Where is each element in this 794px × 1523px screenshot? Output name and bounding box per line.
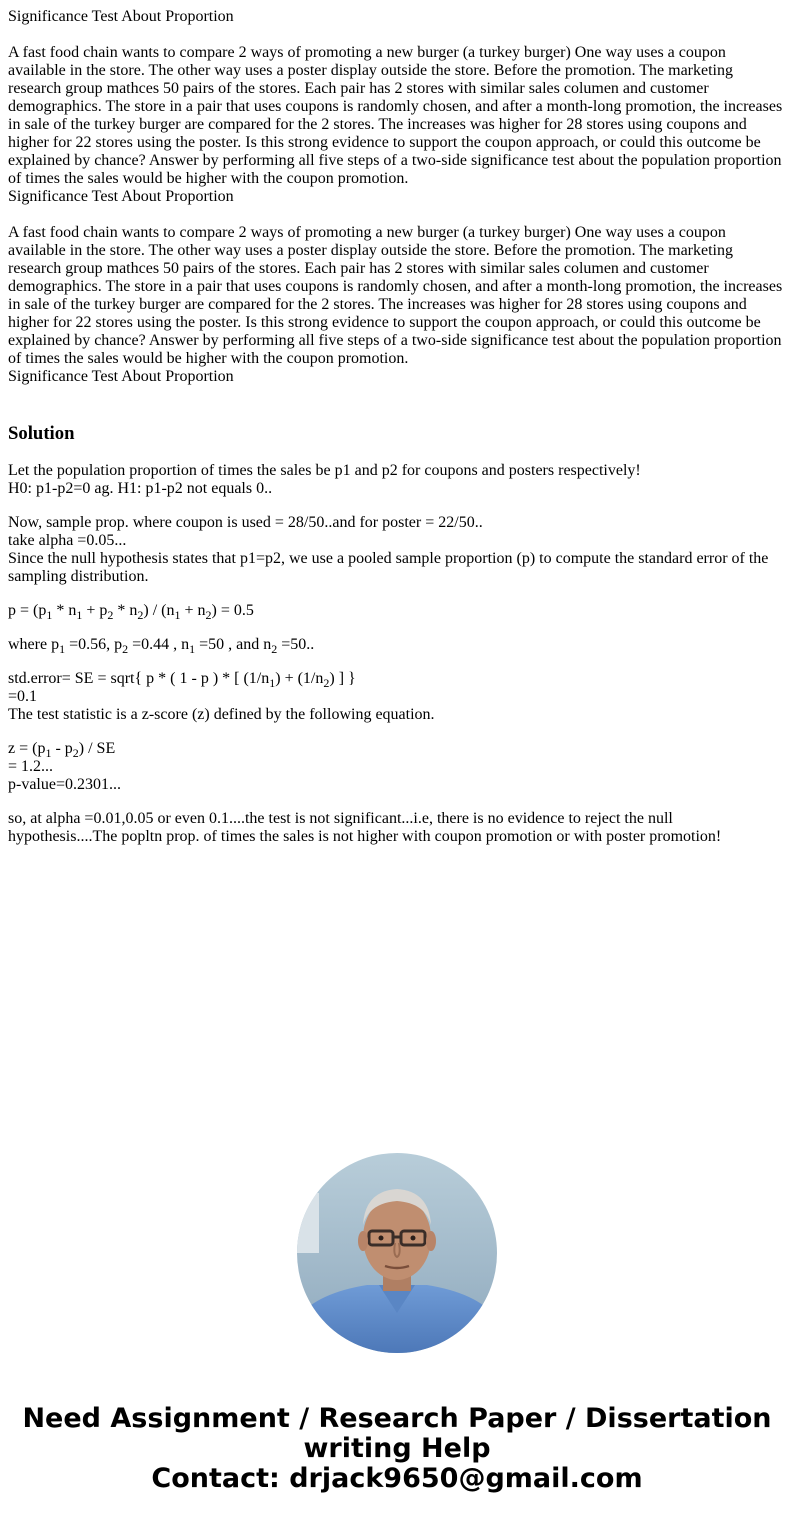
sample-proportions: Now, sample prop. where coupon is used = 28/50..and for poster = 22/50.. [8, 514, 483, 531]
question-body-1: A fast food chain wants to compare 2 ways of promoting a new burger (a turkey burger) One way uses a coupon available in the store. The other way uses a poster display outside the store. Before the promotion. The marketing research group mathces 50 pairs of the stores. Each pair has 2 stores with similar sales columen and customer demographics. The store in a pair that uses coupons is randomly chosen, and after a month-long promotion, the increases in sale of the turkey burger are compared for the 2 stores. The increases was higher for 28 stores using coupons and higher for 22 stores using the poster. Is this strong evidence to support the coupon approach, or could this outcome be explained by chance? Answer by performing all five steps of a two-side significance test about the population proportion of times the sales would be higher with the coupon promotion. [8, 44, 783, 187]
pooled-formula: $p = (p_1 * n_1 + p_2 * n_2) / (n_1 + n_2) = 0.5$ [8, 602, 254, 623]
z-paragraph [8, 740, 786, 794]
p-value: p-value=0.2301... [8, 776, 121, 793]
conclusion: so, at alpha =0.01,0.05 or even 0.1....the test is not significant...i.e, there is no evidence to reject the null hypothesis....The popltn prop. of times the sales is not higher with coupon promotion or with poster promotion! [8, 810, 722, 845]
hypotheses-line-2: H0: p1-p2=0 ag. H1: p1-p2 not equals 0.. [8, 480, 273, 497]
promo-banner [0, 1404, 794, 1494]
standard-error-formula: std.error= SE = sqrt{ p * ( 1 - p ) * [ $(1/n_1) + (1/n_2)$ ] } [8, 670, 356, 691]
promo-contact: Contact: drjack9650@gmail.com [151, 1463, 643, 1494]
question-title-2: Significance Test About Proportion [8, 188, 234, 205]
z-formula: $z = (p_1 - p_2)$ / SE [8, 740, 116, 761]
hypotheses-line-1: Let the population proportion of times the sales be p1 and p2 for coupons and posters respectively! [8, 462, 641, 479]
hypotheses-paragraph [8, 462, 786, 498]
avatar-photo [297, 1153, 497, 1353]
question-title-3: Significance Test About Proportion [8, 368, 234, 385]
where-values: where $p_1 =0.56$, $p_2 =0.44$ , $n_1 =50$ , and $n_2 =50$.. [8, 636, 315, 657]
promo-line-1: Need Assignment / Research Paper / Dissertation [22, 1403, 772, 1434]
avatar [297, 1153, 497, 1353]
standard-error-value: =0.1 [8, 688, 38, 705]
question-body-2: A fast food chain wants to compare 2 ways of promoting a new burger (a turkey burger) One way uses a coupon available in the store. The other way uses a poster display outside the store. Before the promotion. The marketing research group mathces 50 pairs of the stores. Each pair has 2 stores with similar sales columen and customer demographics. The store in a pair that uses coupons is randomly chosen, and after a month-long promotion, the increases in sale of the turkey burger are compared for the 2 stores. The increases was higher for 28 stores using coupons and higher for 22 stores using the poster. Is this strong evidence to support the coupon approach, or could this outcome be explained by chance? Answer by performing all five steps of a two-side significance test about the population proportion of times the sales would be higher with the coupon promotion. [8, 224, 783, 367]
solution-heading: Solution [8, 423, 75, 444]
pooled-explanation: Since the null hypothesis states that p1=p2, we use a pooled sample proportion (p) to compute the standard error of the sampling distribution. [8, 550, 769, 585]
alpha-line: take alpha =0.05... [8, 532, 127, 549]
standard-error-paragraph [8, 670, 786, 724]
sample-paragraph [8, 514, 786, 586]
z-intro: The test statistic is a z-score (z) defined by the following equation. [8, 706, 435, 723]
promo-line-2: writing Help [303, 1433, 491, 1464]
z-value: = 1.2... [8, 758, 54, 775]
question-title-1: Significance Test About Proportion [8, 8, 234, 25]
